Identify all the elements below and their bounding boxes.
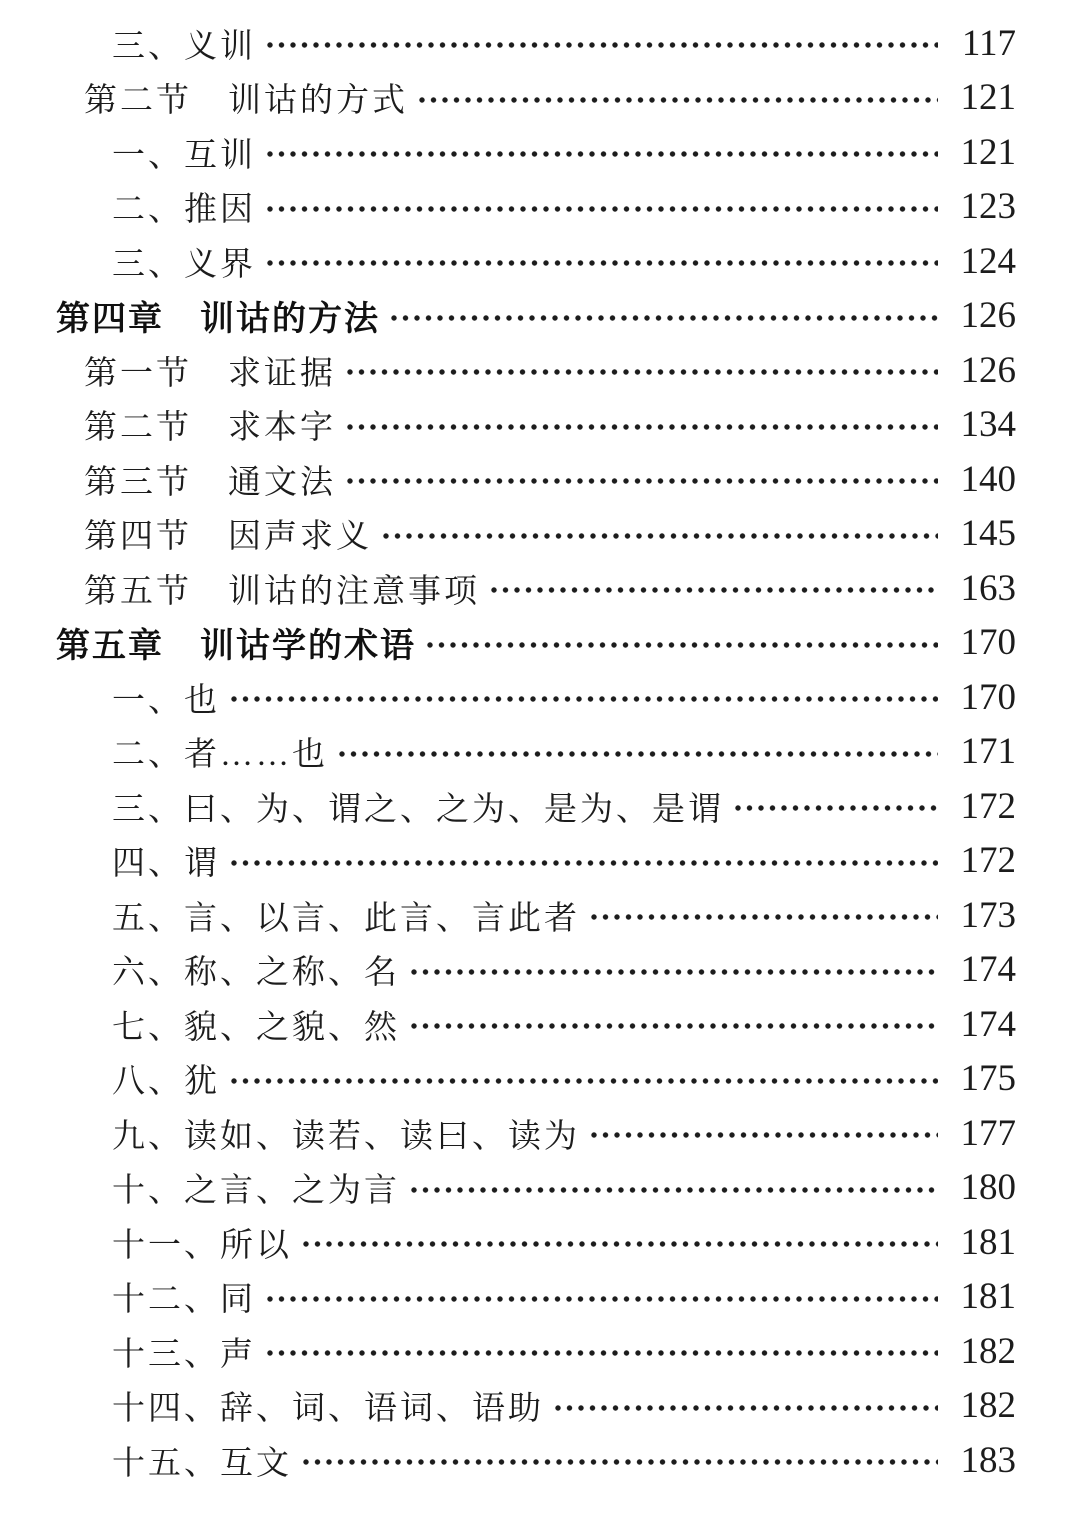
- toc-entry-label: 二、推因: [112, 192, 256, 229]
- toc-entry-page: 181: [960, 1276, 1016, 1318]
- toc-entry-page: 145: [960, 513, 1016, 555]
- toc-entry: [0, 834, 1080, 889]
- toc-entry-page: 170: [960, 676, 1016, 718]
- toc-entry-page: 126: [960, 295, 1016, 337]
- toc-entry-label: 第五章 训诂学的术语: [56, 626, 416, 667]
- toc-entry-label: 第五节 训诂的注意事项: [84, 573, 480, 610]
- toc-entry-page: 121: [960, 131, 1016, 173]
- toc-entry-page: 123: [960, 186, 1016, 228]
- toc-entry: [0, 725, 1080, 780]
- toc-entry-page: 170: [960, 622, 1016, 664]
- toc-entry-page: 134: [960, 404, 1016, 446]
- toc-entry-label: 一、也: [112, 682, 220, 719]
- dot-leader: [302, 1458, 938, 1466]
- dot-leader: [410, 968, 938, 976]
- dot-leader: [382, 532, 938, 540]
- dot-leader: [338, 750, 938, 758]
- toc-entry: [0, 1270, 1080, 1325]
- toc-entry: [0, 616, 1080, 671]
- dot-leader: [490, 586, 938, 594]
- dot-leader: [346, 423, 938, 431]
- toc-entry-page: 172: [960, 785, 1016, 827]
- toc-entry-label: 第四章 训诂的方法: [56, 299, 380, 340]
- toc-entry-label: 四、谓: [112, 846, 220, 883]
- toc-entry-page: 124: [960, 240, 1016, 282]
- toc-entry-label: 三、义界: [112, 246, 256, 283]
- toc-entry: [0, 16, 1080, 71]
- toc-entry: [0, 398, 1080, 453]
- dot-leader: [266, 1349, 938, 1357]
- toc-entry-label: 九、读如、读若、读曰、读为: [112, 1118, 580, 1155]
- toc-entry-page: 181: [960, 1221, 1016, 1263]
- toc-entry-page: 182: [960, 1330, 1016, 1372]
- toc-entry-label: 三、曰、为、谓之、之为、是为、是谓: [112, 791, 724, 828]
- toc-entry: [0, 71, 1080, 126]
- toc-entry-page: 183: [960, 1439, 1016, 1481]
- toc-entry: [0, 234, 1080, 289]
- toc-entry: [0, 452, 1080, 507]
- dot-leader: [418, 96, 938, 104]
- dot-leader: [426, 641, 938, 649]
- toc-entry: [0, 289, 1080, 344]
- dot-leader: [346, 477, 938, 485]
- toc-entry: [0, 670, 1080, 725]
- toc-entry: [0, 1161, 1080, 1216]
- toc-entry-label: 第四节 因声求义: [84, 519, 372, 556]
- dot-leader: [590, 1131, 938, 1139]
- toc-entry-page: 180: [960, 1167, 1016, 1209]
- toc-entry-label: 五、言、以言、此言、言此者: [112, 900, 580, 937]
- toc-entry-label: 十二、同: [112, 1282, 256, 1319]
- toc-entry-page: 174: [960, 1003, 1016, 1045]
- toc-entry-label: 十五、互文: [112, 1445, 292, 1482]
- toc-entry-page: 177: [960, 1112, 1016, 1154]
- toc-entry-page: 121: [960, 77, 1016, 119]
- dot-leader: [266, 41, 938, 49]
- toc-entry-label: 第二节 训诂的方式: [84, 83, 408, 120]
- toc-entry: [0, 125, 1080, 180]
- toc-entry-label: 七、貌、之貌、然: [112, 1009, 400, 1046]
- dot-leader: [346, 368, 938, 376]
- toc-entry-label: 十三、声: [112, 1336, 256, 1373]
- toc-entry-page: 172: [960, 840, 1016, 882]
- toc-entry-label: 三、义训: [112, 28, 256, 65]
- toc-entry-page: 175: [960, 1058, 1016, 1100]
- toc-entry: [0, 888, 1080, 943]
- dot-leader: [590, 913, 938, 921]
- toc-entry-page: 117: [961, 22, 1016, 64]
- toc-entry-page: 182: [960, 1385, 1016, 1427]
- toc-entry-label: 十四、辞、词、语词、语助: [112, 1391, 544, 1428]
- toc-entry: [0, 180, 1080, 235]
- toc-entry: [0, 779, 1080, 834]
- toc-entry-label: 八、犹: [112, 1064, 220, 1101]
- dot-leader: [266, 1295, 938, 1303]
- toc-entry-label: 十一、所以: [112, 1227, 292, 1264]
- toc-entry: [0, 1106, 1080, 1161]
- toc-entry: [0, 1379, 1080, 1434]
- toc-entry: [0, 997, 1080, 1052]
- toc-entry: [0, 1433, 1080, 1488]
- toc-entry-page: 174: [960, 949, 1016, 991]
- dot-leader: [410, 1022, 938, 1030]
- toc-entry-page: 171: [960, 731, 1016, 773]
- toc-entry-page: 126: [960, 349, 1016, 391]
- dot-leader: [554, 1404, 938, 1412]
- toc-entry-label: 第二节 求本字: [84, 410, 336, 447]
- dot-leader: [734, 804, 938, 812]
- dot-leader: [266, 150, 938, 158]
- dot-leader: [266, 259, 938, 267]
- dot-leader: [390, 314, 938, 322]
- toc-entry-page: 173: [960, 894, 1016, 936]
- dot-leader: [410, 1186, 938, 1194]
- toc-entry: [0, 561, 1080, 616]
- toc-entry-label: 第一节 求证据: [84, 355, 336, 392]
- toc-entry: [0, 343, 1080, 398]
- dot-leader: [230, 1077, 938, 1085]
- dot-leader: [230, 695, 938, 703]
- dot-leader: [302, 1240, 938, 1248]
- toc-entry: [0, 1215, 1080, 1270]
- dot-leader: [266, 205, 938, 213]
- toc-entry: [0, 1324, 1080, 1379]
- toc-entry: [0, 507, 1080, 562]
- toc-entry-page: 140: [960, 458, 1016, 500]
- toc-entry: [0, 943, 1080, 998]
- toc-entry-label: 二、者……也: [112, 737, 328, 774]
- toc-entry-page: 163: [960, 567, 1016, 609]
- toc-entry: [0, 1052, 1080, 1107]
- toc-entry-label: 十、之言、之为言: [112, 1173, 400, 1210]
- toc-entry-label: 第三节 通文法: [84, 464, 336, 501]
- toc-entry-label: 一、互训: [112, 137, 256, 174]
- dot-leader: [230, 859, 938, 867]
- toc-entry-label: 六、称、之称、名: [112, 955, 400, 992]
